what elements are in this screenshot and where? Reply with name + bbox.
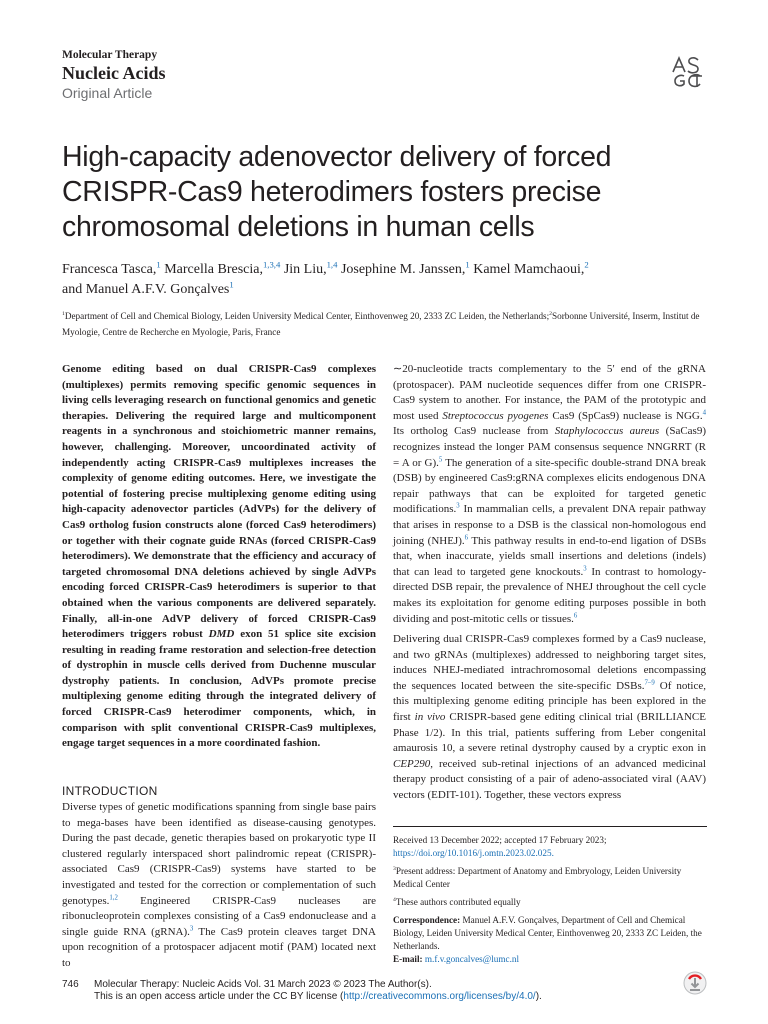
body-text: The Cas9 protein cleaves target DNA upon recognition of a protospacer adjacent motif (PAM) located next to — [62, 925, 376, 969]
abstract-text: Genome editing based on dual CRISPR-Cas9 complexes (multiplexes) permits removing specific genomic sequences in living cells leveraging research on functional genomics and genetic therapies. Delivering the required large and multicomponent reagents in a synchronous and stoichiometric manner remains, however, challenging. Moreover, uncoordinated activity of independently acting CRISPR-Cas9 multiplexes increases the complexity of genome editing outcomes. Here, we investigate the potential of fostering precise multiplexing genome editing using high-capacity adenovector particles (AdVPs) for the delivery of Cas9 ortholog fusion constructs alone (forced Cas9 heterodimers) or together with their cognate guide RNAs (forced CRISPR-Cas9 heterodimers). We demonstrate that the efficiency and accuracy of targeted chromosomal DNA deletions achieved by single AdVPs encoding forced CRISPR-Cas9 heterodimers is superior to that obtained when the various components are delivered separately. Finally, all-in-one AdVP delivery of forced CRISPR-Cas9 heterodimers triggers robust — [62, 363, 376, 641]
citation-ref[interactable]: 5 — [438, 455, 443, 463]
received-dates: Received 13 December 2022; accepted 17 February 2023; — [393, 835, 607, 845]
citation-ref[interactable]: 6 — [573, 611, 578, 619]
asgct-logo-icon — [670, 52, 704, 88]
body-text: CRISPR-based gene editing clinical trial (BRILLIANCE Phase 1/2). In this trial, patients suffering from Leber congenital amaurosis 10, a severe retinal dystrophy caused by a cryptic exon in — [393, 710, 706, 755]
affiliation-mark: 1 — [62, 310, 65, 317]
citation-ref[interactable]: 4 — [702, 409, 706, 417]
author-affiliation-mark: 2 — [584, 259, 589, 270]
equal-contribution: These authors contributed equally — [395, 897, 521, 907]
body-text: Diverse types of genetic modifications spanning from single base pairs to mega-bases have been identified as disease-causing genotypes. During the past decade, genetic therapies based on prokaryotic type II clustered regularly interspaced short palindromic repeat (CRISPR)-associated Cas9 (CRISPR-Cas9) systems have started to be investigated and tested for the correction or complementation of such genotypes. — [62, 801, 376, 907]
author-name: Francesca Tasca, — [62, 262, 157, 277]
body-text: ∼20-nucleotide tracts complementary to the 5′ end of the gRNA (protospacer). PAM nucleotide sequences differ from one CRISPR-Cas9 system to another. For instance, the PAM of the prototypic and most used — [393, 363, 706, 422]
body-text: Engineered CRISPR-Cas9 nucleases are ribonucleoprotein complexes consisting of a Cas9 endonuclease and a single guide RNA (gRNA). — [62, 894, 376, 938]
footnote-mark: 4 — [393, 896, 396, 903]
author-affiliation-mark: 1 — [465, 259, 470, 270]
article-title: High-capacity adenovector delivery of forced CRISPR-Cas9 heterodimers fosters precise chromosomal deletions in human cells — [62, 141, 612, 243]
abstract — [62, 362, 376, 752]
license-link[interactable]: http://creativecommons.org/licenses/by/4.0/ — [343, 991, 536, 1002]
body-text: In mammalian cells, a prevalent DNA repair pathway that arises in response to a DSB is the classical non-homologous end joining (NHEJ). — [393, 503, 706, 547]
footnote-mark: 3 — [393, 865, 396, 872]
author-list — [62, 260, 722, 300]
email-link[interactable]: m.f.v.goncalves@lumc.nl — [424, 954, 520, 964]
body-text: (SaCas9) recognizes instead the longer PAM consensus sequence NNGRRT (R = A or G). — [393, 425, 706, 469]
affiliation-mark: 2 — [549, 310, 553, 317]
citation-ref[interactable]: 6 — [464, 533, 469, 541]
correspondence-text: Manuel A.F.V. Gonçalves, Department of Cell and Chemical Biology, Leiden University Medical Center, Einthovenweg 20, 2333 ZC Leiden, the Netherlands. — [393, 915, 702, 951]
footnote-correspondence — [393, 914, 707, 966]
author-name: and Manuel A.F.V. Gonçalves — [62, 282, 230, 297]
author-name: Josephine M. Janssen, — [340, 262, 466, 277]
species-name: Streptococcus pyogenes — [442, 409, 549, 422]
gene-name: CEP290 — [393, 757, 431, 770]
doi-link[interactable]: https://doi.org/10.1016/j.omtn.2023.02.025. — [393, 848, 554, 858]
email-label: E-mail: — [393, 954, 423, 964]
body-text: This pathway results in end-to-end ligation of DSBs that, when inaccurate, yields small insertions and deletions (indels) that can lead to targeted gene knockouts. — [393, 534, 706, 578]
author-name: Jin Liu, — [283, 262, 327, 277]
abstract-gene-name: DMD — [208, 628, 235, 641]
footnote-present-address — [393, 865, 707, 891]
author-affiliation-mark: 1,3,4 — [262, 259, 281, 270]
section-heading-introduction: INTRODUCTION — [62, 784, 158, 798]
correspondence-label: Correspondence: — [393, 915, 461, 925]
body-text: , received sub-retinal injections of an advanced medicinal therapy product consisting of a pair of adeno-associated viral (AAV) vectors (EDIT-101). Together, these vectors express — [393, 757, 706, 801]
body-text: The generation of a site-specific double-strand DNA break (DSB) by engineered Cas9:gRNA complexes elicits endogenous DNA repair pathways that can be exploited for targeted genetic modifications. — [393, 456, 706, 516]
abstract-text: exon 51 splice site excision resulting in reading frame restoration and selection-free detection of dystrophin in muscle cells derived from Duchenne muscular dystrophy patients. In conclusion, AdVPs promote precise multiplexing genome editing through the integrated delivery of forced CRISPR-Cas9 heterodimer components, which, in comparison with split conventional CRISPR-Cas9 multiplexes, engage target sequences in a more coordinated fashion. — [62, 628, 377, 750]
footnotes — [393, 834, 707, 971]
check-for-updates-icon[interactable] — [682, 970, 708, 996]
introduction-paragraph — [62, 800, 376, 972]
footnote-divider — [393, 826, 707, 827]
citation-ref[interactable]: 1,2 — [109, 893, 118, 901]
footnote-dates — [393, 834, 707, 860]
page-footer — [94, 979, 654, 1003]
journal-header — [62, 50, 166, 100]
body-text: Cas9 (SpCas9) nuclease is NGG. — [548, 409, 703, 422]
journal-name-line2: Nucleic Acids — [62, 62, 166, 83]
citation-ref[interactable]: 7–9 — [644, 679, 655, 687]
italic-term: in vivo — [414, 710, 446, 723]
present-address: Present address: Department of Anatomy and Embryology, Leiden University Medical Center — [393, 866, 682, 889]
affiliations — [62, 308, 722, 340]
author-affiliation-mark: 1 — [156, 259, 161, 270]
author-name: Kamel Mamchaoui, — [473, 262, 585, 277]
species-name: Staphylococcus aureus — [554, 425, 660, 438]
author-name: Marcella Brescia, — [164, 262, 263, 277]
footer-license-text: ). — [535, 991, 542, 1002]
body-paragraph-2 — [393, 632, 706, 804]
affiliation-2: Sorbonne Université, Inserm, Institut de Myologie, Centre de Recherche en Myologie, Paris, France — [62, 311, 700, 337]
body-text: Its ortholog Cas9 nuclease from — [393, 425, 555, 438]
article-type: Original Article — [62, 84, 153, 101]
footnote-equal-contribution — [393, 896, 707, 909]
body-paragraph-1 — [393, 362, 706, 627]
body-text: Delivering dual CRISPR-Cas9 complexes formed by a Cas9 nuclease, and two gRNAs (multiplexes) addressed to neighboring target sites, induces NHEJ-mediated intrachromosomal deletions encompassing the sequences located between the site-specific DSBs. — [393, 633, 706, 692]
journal-name-line1: Molecular Therapy — [62, 49, 158, 61]
citation-ref[interactable]: 3 — [456, 502, 460, 510]
author-affiliation-mark: 1 — [229, 279, 234, 290]
footer-citation: Molecular Therapy: Nucleic Acids Vol. 31 March 2023 © 2023 The Author(s). — [94, 979, 432, 990]
footer-license-text: This is an open access article under the CC BY license ( — [94, 991, 344, 1002]
affiliation-1: Department of Cell and Chemical Biology, Leiden University Medical Center, Einthovenweg 20, 2333 ZC Leiden, the Netherlands; — [64, 311, 550, 321]
body-text: In contrast to homology-directed DSB repair, the prevalence of NHEJ throughout the cell cycle makes its exploitation for genome editing purposes possible in both dividing and post-mitotic cells or tissues. — [393, 565, 706, 625]
citation-ref[interactable]: 3 — [583, 565, 587, 573]
author-affiliation-mark: 1,4 — [326, 259, 338, 270]
body-text: Of notice, this multiplexing genome editing principle has been explored in the first — [393, 679, 706, 723]
page-number: 746 — [62, 979, 79, 990]
citation-ref[interactable]: 3 — [189, 925, 194, 933]
